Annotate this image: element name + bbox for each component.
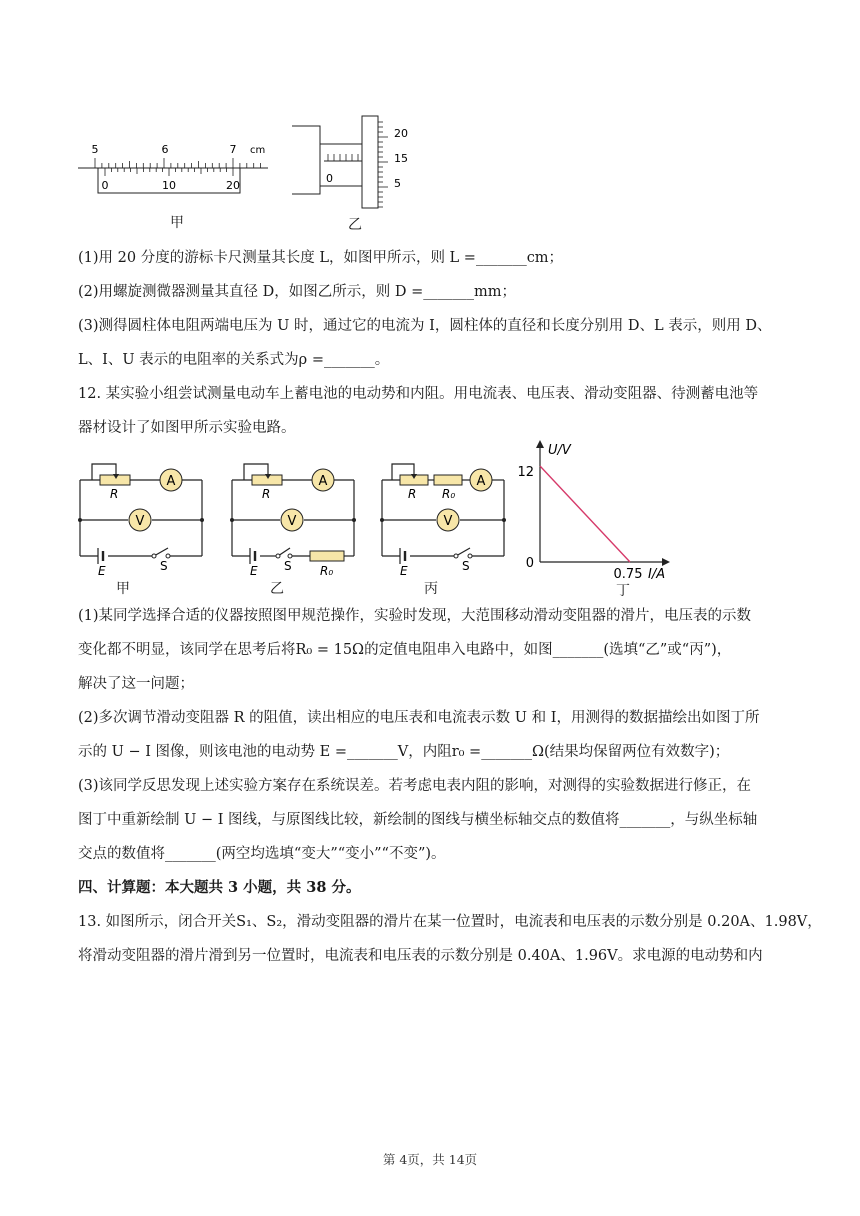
caliper-main-label-6: 6 [161,143,169,156]
q13-line2: 将滑动变阻器的滑片滑到另一位置时，电流表和电压表的示数分别是 0.40A、1.96V。求电源的电动势和内 [78,948,763,964]
q12-part3-line3: 交点的数值将_______(两空均选填“变大”“变小”“不变”)。 [78,846,446,862]
section-4-heading: 四、计算题：本大题共 3 小题，共 38 分。 [78,879,361,896]
graph-x-axis-label: I/A [648,567,666,582]
yi-ammeter-label: A [318,474,328,489]
q12-part2-line2: 示的 U − I 图像，则该电池的电动势 E =_______V，内阻r₀ =_______Ω(结果均保留两位有效数字)； [78,744,730,760]
page-footer: 第 4页，共 14页 [382,1152,478,1167]
micrometer-figure [290,114,420,210]
circuit-jia-caption: 甲 [116,581,130,597]
yi-r0-label: R₀ [320,564,334,578]
q12-part3-line2: 图丁中重新绘制 U − I 图线，与原图线比较，新绘制的图线与横坐标轴交点的数值将_______，与纵坐标轴 [78,812,758,828]
bing-r-label: R [408,487,417,501]
ui-graph [514,436,674,582]
circuit-yi-caption: 乙 [270,581,284,597]
graph-x-tick-075: 0.75 [613,567,643,582]
q12-part1-line1: (1)某同学选择合适的仪器按照图甲规范操作，实验时发现，大范围移动滑动变阻器的滑片，电压表的示数 [78,608,752,624]
bing-s-label: S [462,559,470,573]
circuit-bing-caption: 丙 [424,581,438,597]
q11-part3-line1: (3)测得圆柱体电阻两端电压为 U 时，通过它的电流为 I，圆柱体的直径和长度分别用 D、L 表示，则用 D、 [78,318,772,334]
caliper-unit: cm [250,145,266,156]
yi-e-label: E [250,564,258,578]
graph-origin-label: 0 [525,556,534,571]
micrometer-label-15: 15 [394,152,408,165]
bing-ammeter-label: A [476,474,486,489]
q12-part1-line3: 解决了这一问题； [78,676,194,692]
jia-voltmeter-label: V [135,514,145,529]
caliper-main-label-7: 7 [229,143,237,156]
jia-ammeter-label: A [166,474,176,489]
caliper-vernier-label-10: 10 [162,179,176,192]
jia-e-label: E [98,564,106,578]
micrometer-caption: 乙 [348,217,362,233]
caliper-figure [78,140,278,200]
caliper-main-label-5: 5 [91,143,99,156]
micrometer-label-5: 5 [394,177,401,190]
yi-r-label: R [262,487,271,501]
q12-intro-line1: 12. 某实验小组尝试测量电动车上蓄电池的电动势和内阻。用电流表、电压表、滑动变阻器、待测蓄电池等 [78,386,759,402]
q11-part2: (2)用螺旋测微器测量其直径 D，如图乙所示，则 D =_______mm； [78,284,517,300]
caliper-caption: 甲 [170,215,184,231]
q12-part3-line1: (3)该同学反思发现上述实验方案存在系统误差。若考虑电表内阻的影响，对测得的实验数据进行修正，在 [78,778,752,794]
graph-y-tick-12: 12 [517,465,534,480]
caliper-vernier-label-0: 0 [101,179,109,192]
jia-r-label: R [110,487,119,501]
q11-part1: (1)用 20 分度的游标卡尺测量其长度 L，如图甲所示，则 L =_______cm； [78,250,564,266]
caliper-vernier-label-20: 20 [226,179,240,192]
q12-intro-line2: 器材设计了如图甲所示实验电路。 [78,420,296,436]
yi-voltmeter-label: V [287,514,297,529]
bing-voltmeter-label: V [443,514,453,529]
q13-line1: 13. 如图所示，闭合开关S₁、S₂，滑动变阻器的滑片在某一位置时，电流表和电压表的示数分别是 0.20A、1.98V， [78,914,822,930]
graph-caption: 丁 [616,583,630,599]
q12-part2-line1: (2)多次调节滑动变阻器 R 的阻值，读出相应的电压表和电流表示数 U 和 I，用测得的数据描绘出如图丁所 [78,710,760,726]
circuit-yi [228,456,358,578]
jia-s-label: S [160,559,168,573]
bing-r0-label: R₀ [442,487,456,501]
q11-part3-line2: L、I、U 表示的电阻率的关系式为ρ =_______。 [78,352,390,368]
micrometer-sleeve-label: 0 [326,172,333,185]
circuit-bing [378,456,508,578]
graph-y-axis-label: U/V [548,443,571,458]
yi-s-label: S [284,559,292,573]
circuit-jia [76,456,206,578]
micrometer-label-20: 20 [394,127,408,140]
q12-part1-line2: 变化都不明显，该同学在思考后将R₀ = 15Ω的定值电阻串入电路中，如图_______(选填“乙”或“丙”)， [78,642,732,658]
ui-graph-line [540,466,630,562]
bing-e-label: E [400,564,408,578]
